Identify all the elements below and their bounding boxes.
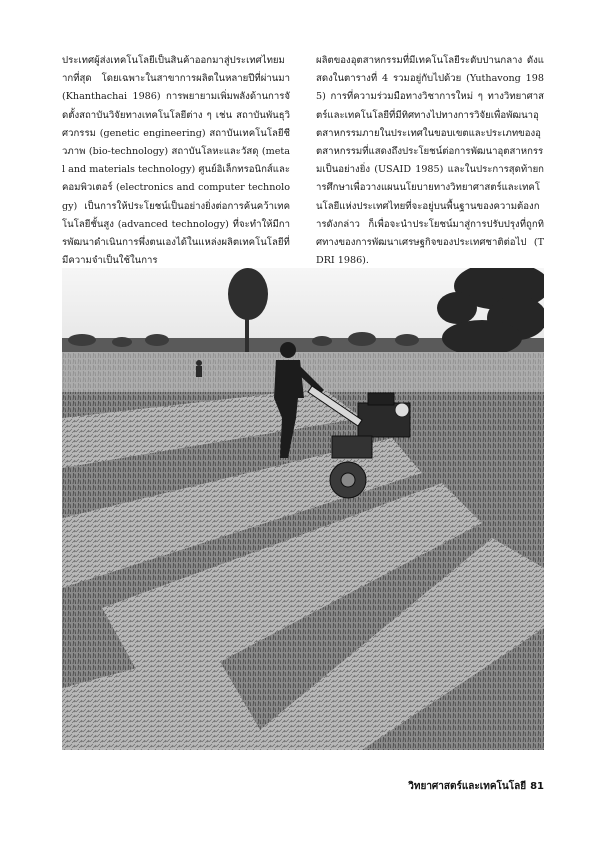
left-text-column: ประเทศผู้ส่งเทคโนโลยีเป็นสินค้าออกมาสู่ประเทศไทยมากที่สุด โดยเฉพาะในสาขาการผลิตในหลายปีที่ผ่านมา (Khanthachai 1986) การพยายามเพิ่มพลังด้านการจัดตั้งสถาบันวิจัยทางเทคโนโลยีต่าง ๆ เช่น สถาบันพันธุวิศวกรรม (genetic engineering) สถาบันเทคโนโลยีชีวภาพ (bio-technology) สถาบันโลหะและวัสดุ (metal and materials technology) ศูนย์อิเล็กทรอนิกส์และคอมพิวเตอร์ (electronics and computer technology) เป็นการให้ประโยชน์เป็นอย่างยิ่งต่อการค้นคว้าเทคโนโลยีชั้นสูง (advanced technology) ที่จะทำให้มีการพัฒนาดำเนินการพึ่งตนเองได้ในแหล่งผลิตเทคโนโลยีที่มีความจำเป็นใช้ในการ [62,55,290,267]
rice-field-tractor-photo [62,268,544,750]
distant-worker [196,360,202,377]
journal-title: วิทยาศาสตร์และเทคโนโลยี [408,781,527,792]
right-text-column: ผลิตของอุตสาหกรรมที่มีเทคโนโลยีระดับปานกลาง ดังแสดงในตารางที่ 4 รวมอยู่กับไปด้วย (Yuthavong 1985) การที่ความร่วมมือทางวิชาการใหม่ ๆ ทางวิทยาศาสตร์และเทคโนโลยีที่มีทิศทางไปทางการวิจัยเพื่อพัฒนาอุตสาหกรรมภายในประเทศในขอบเขตและประเภทของอุตสาหกรรมที่แสดงถึงประโยชน์ต่อการพัฒนาอุตสาหกรรมเป็นอย่างยิ่ง (USAID 1985) และในประการสุดท้ายการศึกษาเพื่อวางแผนนโยบายทางวิทยาศาสตร์และเทคโนโลยีแห่งประเทศไทยที่จะอยู่บนพื้นฐานของความต้องการดังกล่าว ก็เพื่อจะนำประโยชน์มาสู่การปรับปรุงที่ถูกทิศทางของการพัฒนาเศรษฐกิจของประเทศชาติต่อไป (TDRI 1986). [316,55,544,267]
page-footer [380,779,544,794]
page-number: 81 [530,781,544,792]
